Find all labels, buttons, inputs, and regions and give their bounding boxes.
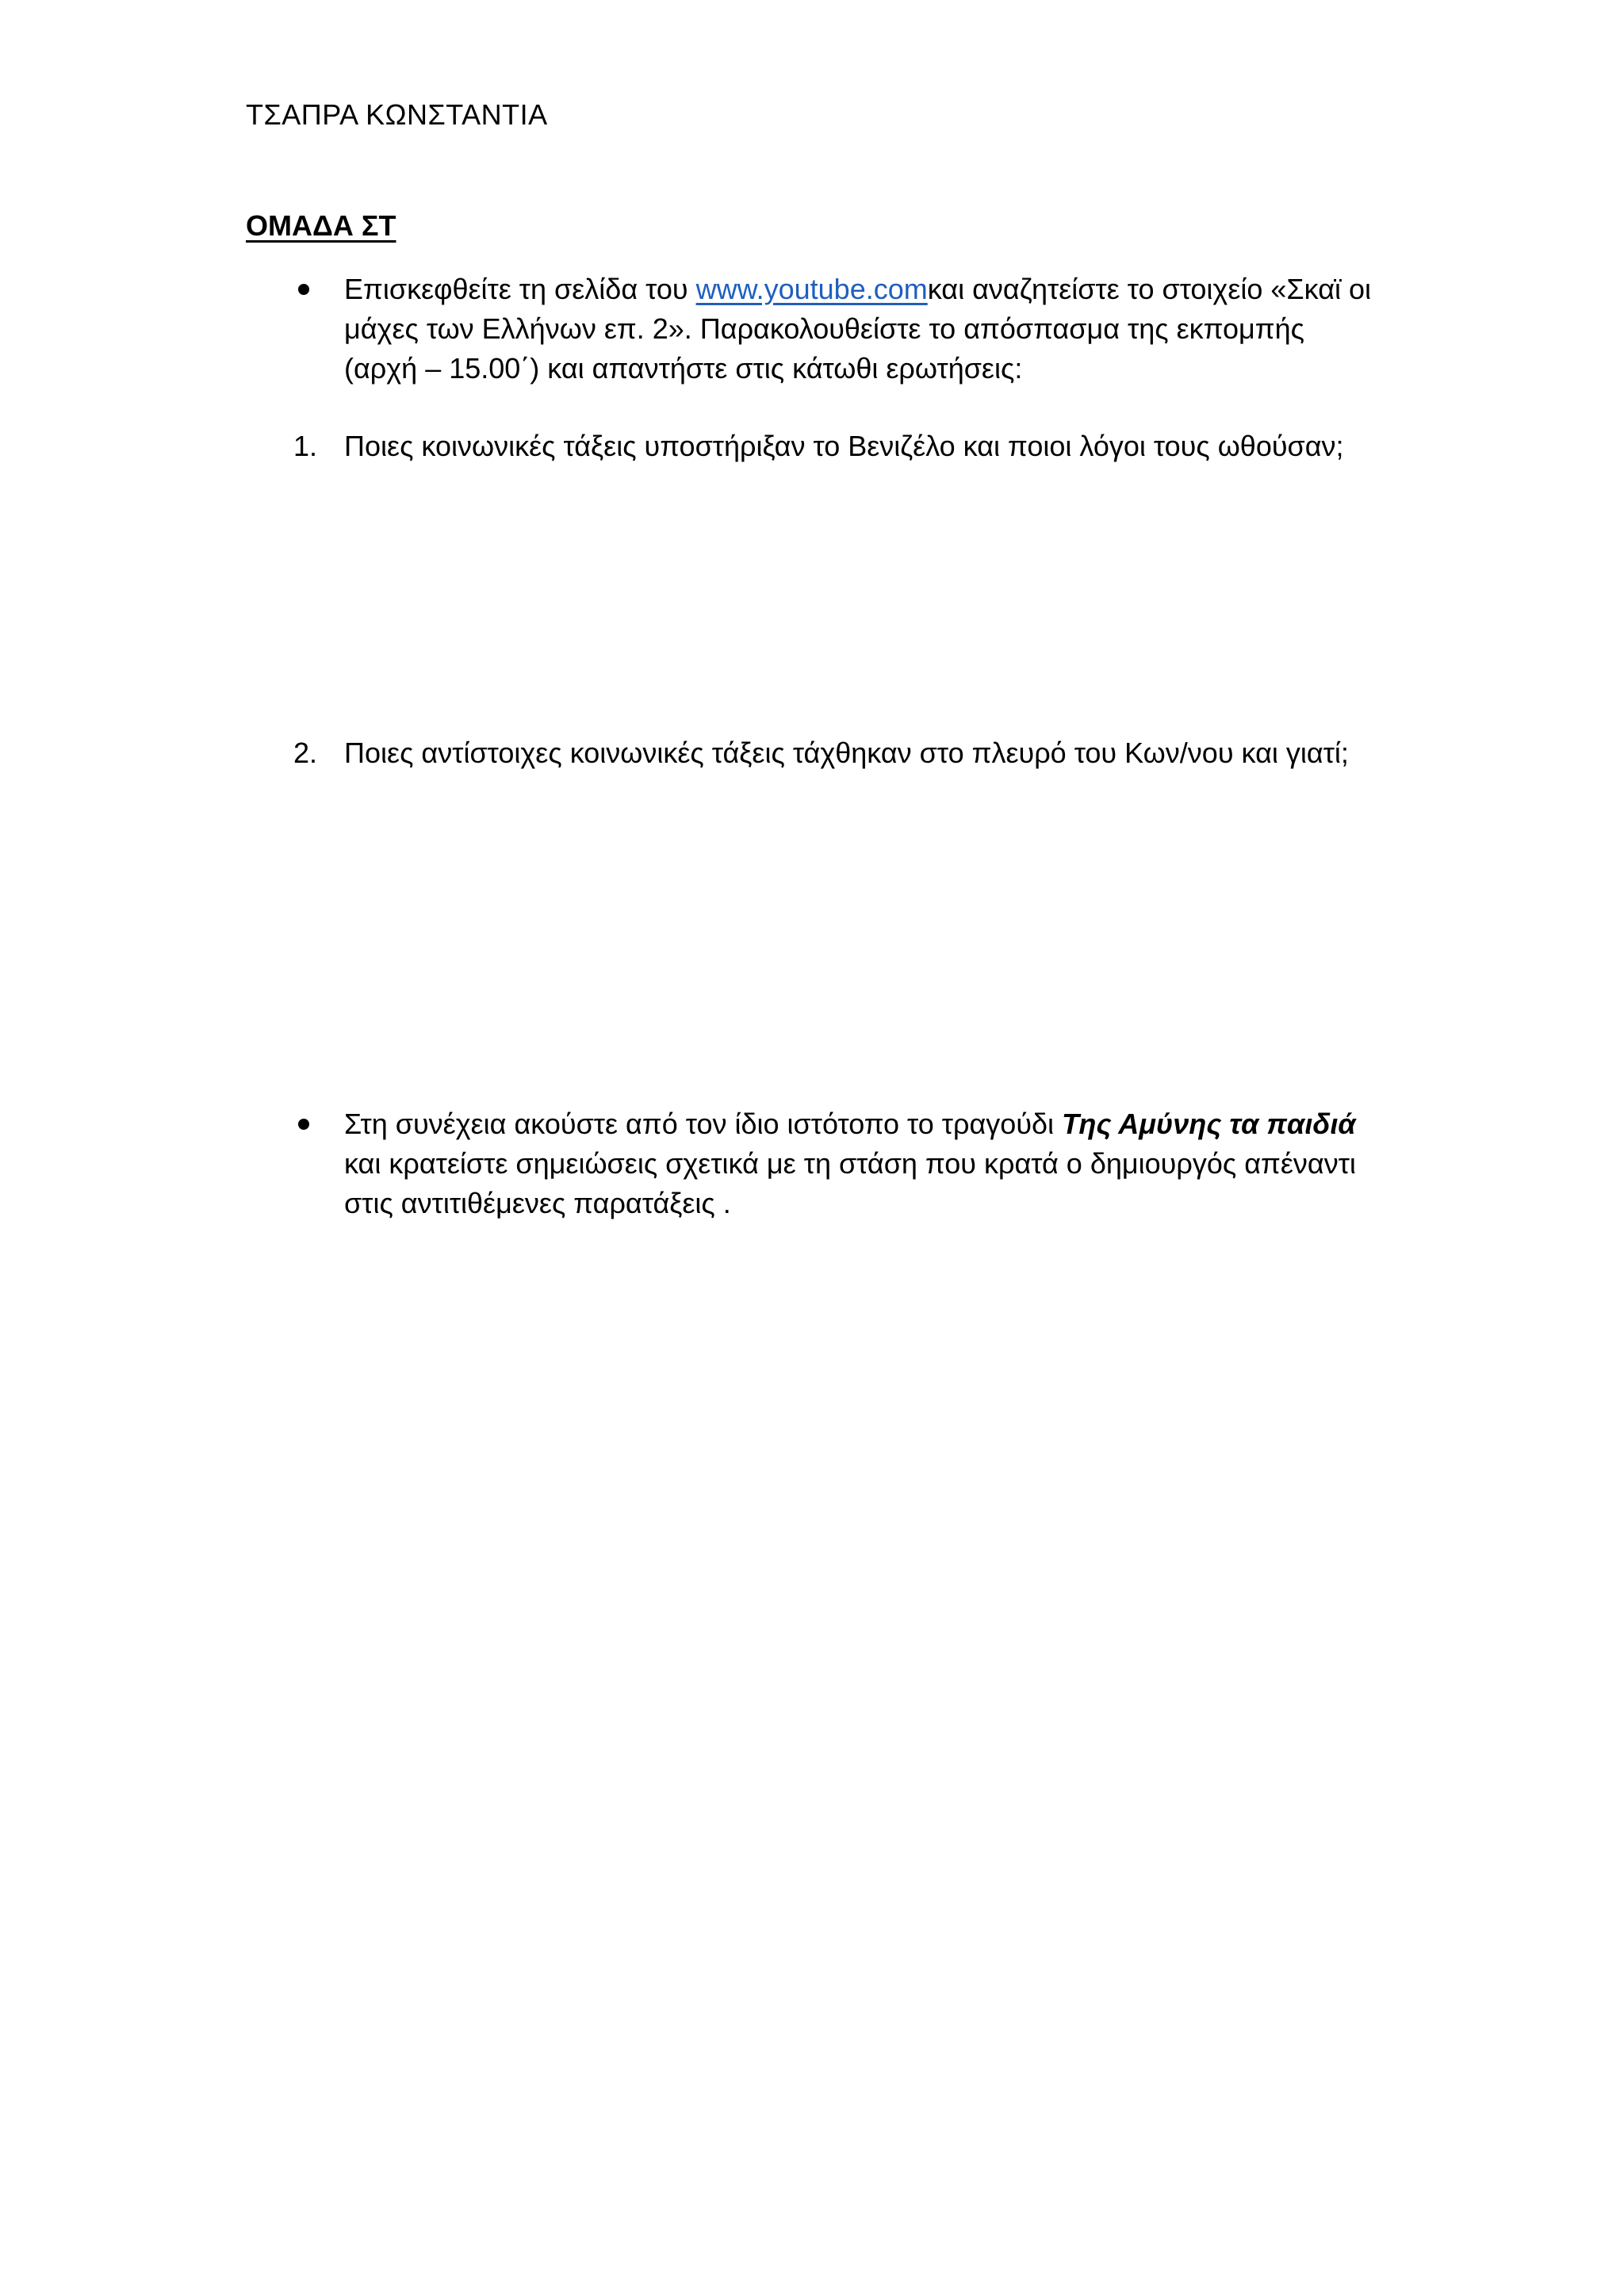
question-number: 1. <box>293 430 318 462</box>
song-title: Της Αμύνης τα παιδιά <box>1062 1108 1356 1140</box>
instruction-text-end: και κρατείστε σημειώσεις σχετικά με τη στάση που κρατά ο δημιουργός απέναντι στις αντιτιθέμενες παρατάξεις . <box>344 1147 1356 1219</box>
youtube-link[interactable]: www.youtube.com <box>695 273 928 305</box>
question-text: Ποιες κοινωνικές τάξεις υποστήριξαν το Βενιζέλο και ποιοι λόγοι τους ωθούσαν; <box>344 430 1344 462</box>
question-1 <box>293 427 1380 466</box>
bullet-icon <box>298 284 309 295</box>
bullet-icon <box>298 1119 309 1130</box>
instruction-bullet-1 <box>293 270 1380 388</box>
instruction-text-2 <box>344 1104 1380 1223</box>
question-text: Ποιες αντίστοιχες κοινωνικές τάξεις τάχθηκαν στο πλευρό του Κων/νου και γιατί; <box>344 737 1349 769</box>
author-name: ΤΣΑΠΡΑ ΚΩΝΣΤΑΝΤΙΑ <box>246 98 548 131</box>
group-title: ΟΜΑΔΑ ΣΤ <box>246 209 396 242</box>
instruction-bullet-2 <box>293 1104 1380 1223</box>
instruction-text-start: Επισκεφθείτε τη σελίδα του <box>344 273 696 305</box>
instruction-text-start: Στη συνέχεια ακούστε από τον ίδιο ιστότοπο το τραγούδι <box>344 1108 1063 1140</box>
instruction-text-end: και αναζητείστε το στοιχείο «Σκαϊ οι μάχες των Ελλήνων επ. 2». Παρακολουθείστε το απόσπασμα της εκπομπής (αρχή – 15.00΄) και απαντήστε στις κάτωθι ερωτήσεις: <box>344 273 1372 385</box>
instruction-text-1 <box>344 270 1380 388</box>
question-number: 2. <box>293 737 318 769</box>
question-2 <box>293 733 1380 773</box>
